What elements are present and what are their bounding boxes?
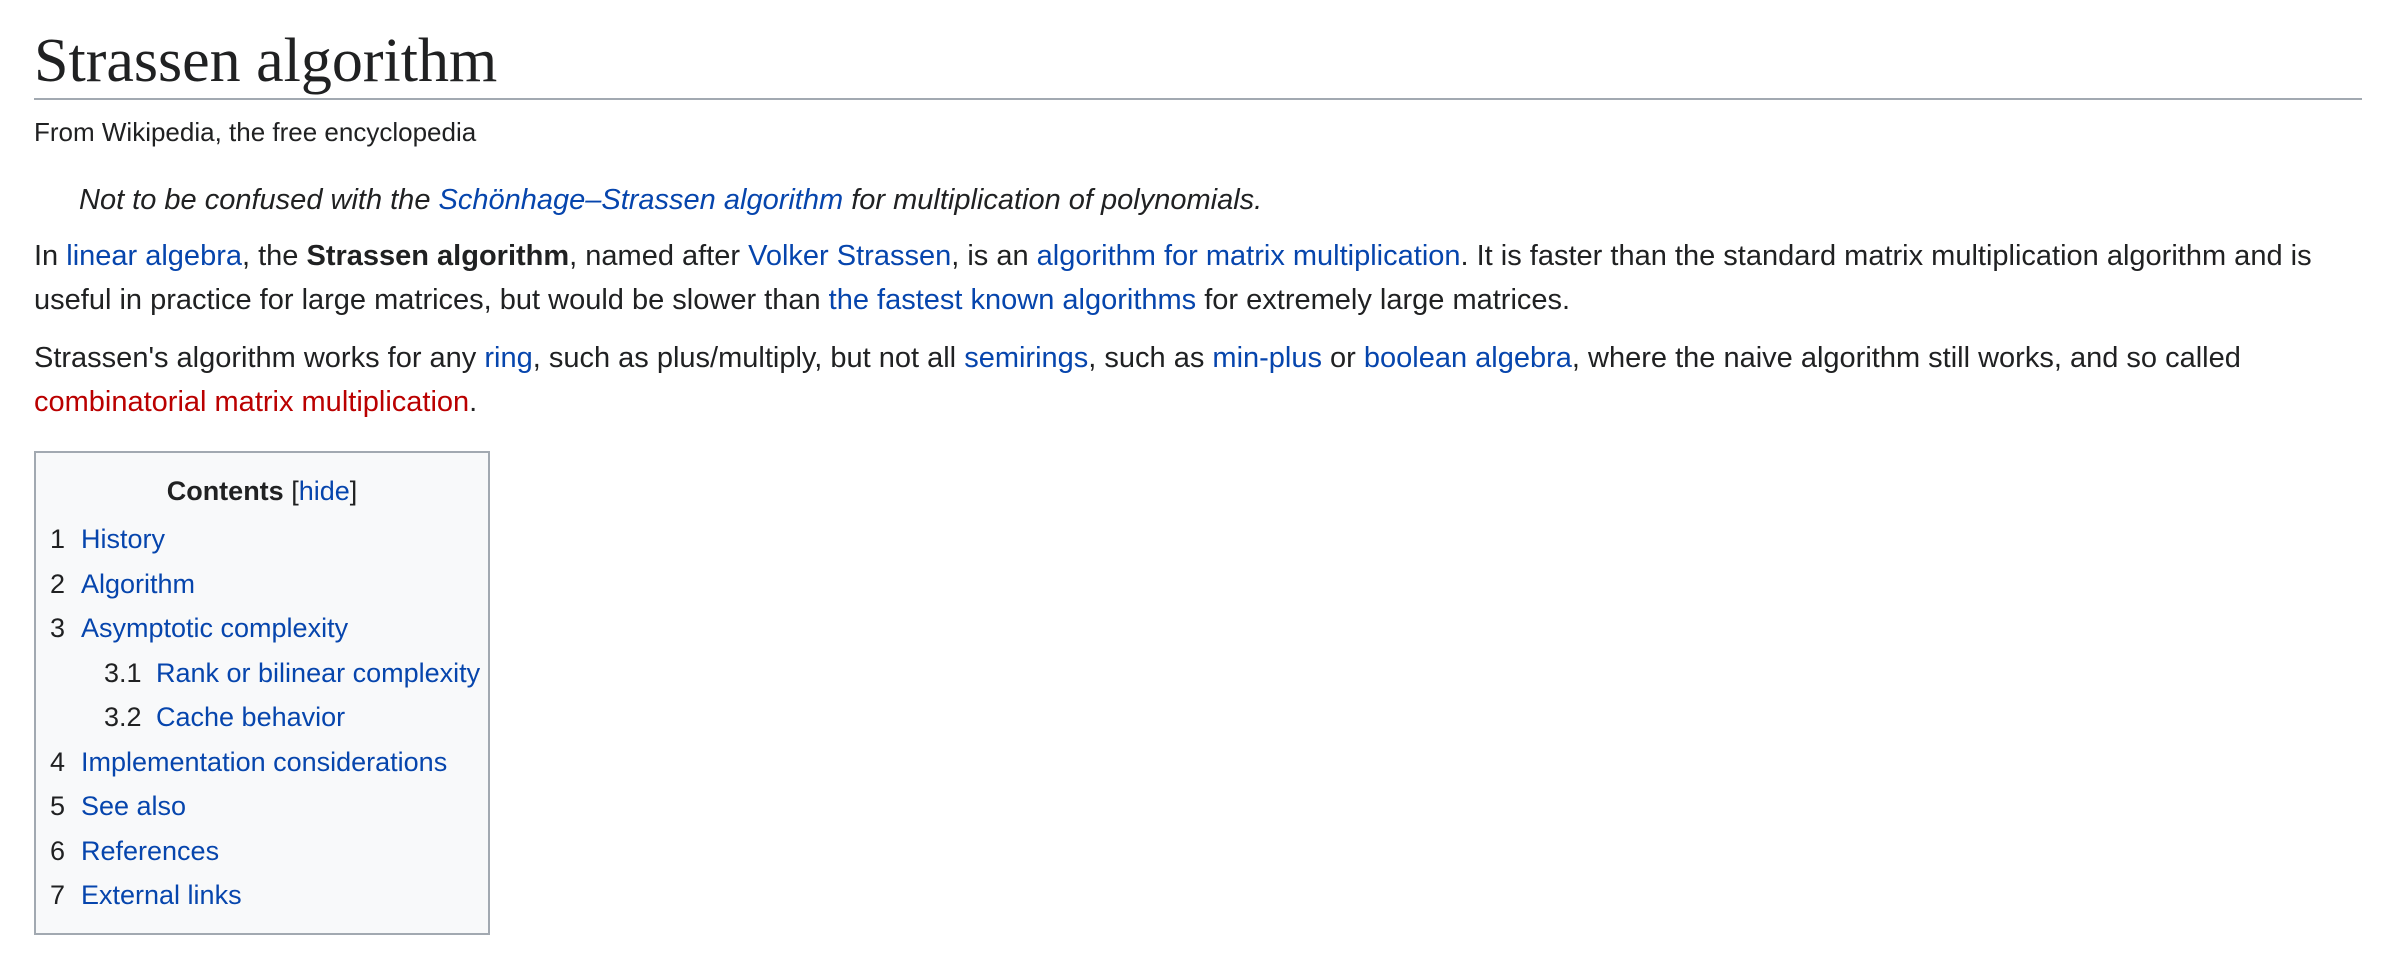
toc-number: 5	[50, 791, 66, 821]
toc-link[interactable]: Cache behavior	[156, 702, 346, 732]
second-paragraph	[34, 336, 2362, 424]
text: , such as plus/multiply, but not all	[532, 342, 965, 374]
bold-term: Strassen algorithm	[306, 240, 570, 272]
hatnote	[79, 180, 2362, 220]
toc-link[interactable]: References	[81, 835, 220, 866]
text: , is an	[951, 240, 1037, 272]
boolean-algebra-link[interactable]: boolean algebra	[1363, 342, 1572, 374]
toc-number: 4	[50, 746, 66, 777]
semirings-link[interactable]: semirings	[964, 342, 1089, 374]
text: , the	[241, 240, 307, 272]
table-of-contents	[34, 451, 490, 935]
combinatorial-matrix-multiplication-red-link[interactable]: combinatorial matrix multiplication	[34, 386, 470, 418]
text: . It is faster than the standard matrix multiplication algorithm and is useful in practice for large matrices, but would be slower than	[34, 240, 2312, 316]
toc-title	[36, 473, 488, 509]
article-content	[34, 0, 2362, 910]
text: Strassen's algorithm works for any	[34, 342, 485, 374]
text: .	[469, 386, 478, 418]
min-plus-link[interactable]: min-plus	[1212, 342, 1322, 374]
toc-hide-toggle[interactable]: hide	[298, 476, 350, 506]
toc-link[interactable]: Asymptotic complexity	[81, 613, 349, 643]
text: , where the naive algorithm still works, and so called	[1571, 342, 2241, 374]
toc-item-rank-bilinear-complexity[interactable]	[36, 655, 488, 700]
hatnote-suffix: for multiplication of polynomials.	[843, 184, 1263, 216]
volker-strassen-link[interactable]: Volker Strassen	[748, 240, 952, 272]
toc-bracket-close: ]	[349, 476, 358, 506]
toc-list	[36, 521, 488, 922]
toc-number: 3.2	[104, 702, 142, 732]
toc-item-references[interactable]	[36, 833, 488, 878]
toc-number: 6	[50, 835, 66, 866]
linear-algebra-link[interactable]: linear algebra	[66, 240, 242, 272]
ring-link[interactable]: ring	[484, 342, 533, 374]
text: for extremely large matrices.	[1196, 284, 1571, 316]
toc-item-cache-behavior[interactable]	[36, 699, 488, 744]
toc-bracket-open: [	[291, 476, 299, 506]
toc-link[interactable]: History	[81, 524, 166, 554]
toc-item-see-also[interactable]	[36, 788, 488, 833]
toc-link[interactable]: Implementation considerations	[81, 746, 448, 777]
toc-number: 7	[50, 880, 66, 910]
hatnote-link[interactable]: Schönhage–Strassen algorithm	[438, 184, 844, 216]
toc-number: 2	[50, 568, 66, 599]
toc-item-algorithm[interactable]	[36, 566, 488, 611]
text: , named after	[569, 240, 749, 272]
toc-item-implementation[interactable]	[36, 744, 488, 789]
toc-link[interactable]: Rank or bilinear complexity	[156, 657, 481, 688]
toc-item-external-links[interactable]	[36, 877, 488, 922]
toc-item-asymptotic-complexity[interactable]	[36, 610, 488, 655]
toc-link[interactable]: Algorithm	[81, 568, 196, 599]
text: In	[34, 240, 67, 272]
intro-paragraph	[34, 234, 2362, 322]
toc-link[interactable]: External links	[81, 880, 242, 910]
toc-heading: Contents	[166, 476, 284, 506]
toc-link[interactable]: See also	[81, 791, 187, 821]
toc-number: 3.1	[104, 657, 142, 688]
toc-number: 1	[50, 524, 66, 554]
site-tagline: From Wikipedia, the free encyclopedia	[34, 117, 477, 147]
text: , such as	[1088, 342, 1213, 374]
page-title: Strassen algorithm	[34, 0, 2362, 100]
matrix-multiplication-algorithm-link[interactable]: algorithm for matrix multiplication	[1036, 240, 1461, 272]
fastest-known-algorithms-link[interactable]: the fastest known algorithms	[828, 284, 1197, 316]
hatnote-prefix: Not to be confused with the	[79, 184, 439, 216]
toc-item-history[interactable]	[36, 521, 488, 566]
toc-number: 3	[50, 613, 66, 643]
text: or	[1322, 342, 1364, 374]
